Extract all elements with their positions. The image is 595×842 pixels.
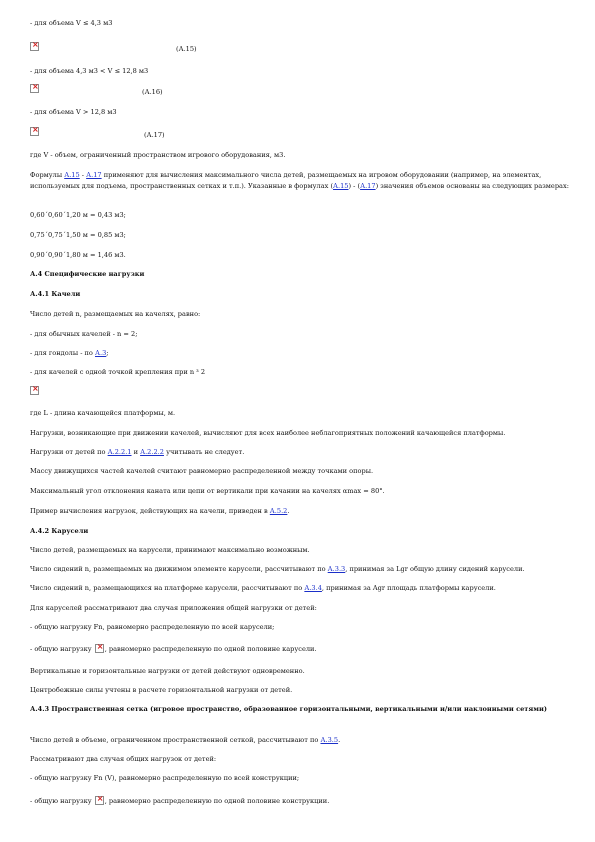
link-a52[interactable]: А.5.2 [269, 507, 288, 515]
heading-a42: А.4.2 Карусели [30, 527, 89, 535]
equation-number-a15: (А.15) [176, 45, 197, 53]
link-a15-second[interactable]: А.15 [333, 182, 349, 190]
formulas-paragraph: Формулы А.15 - А.17 применяют для вычисления максимального числа детей, размещаемых на игровом оборудовании (например, на элементах, используемых для подъема, пространственных сетках и т.п.). Указанные в формулах (А.15) - (А.17) значения объемов основаны на следующих размерах: [30, 171, 569, 190]
swing-children-count: Число детей n, размещаемых на качелях, равно: [30, 310, 201, 318]
bullet-volume-large: - для объема V > 12,8 м3 [30, 108, 117, 116]
platform-length-definition: где L - длина качающейся платформы, м. [30, 409, 176, 417]
swing-ordinary: - для обычных качелей - n = 2; [30, 330, 138, 338]
swing-single-point: - для качелей с одной точкой крепления при n ³ 2 [30, 368, 206, 376]
volume-definition: где V - объем, ограниченный пространством игрового оборудования, м3. [30, 151, 286, 159]
broken-image-icon [30, 42, 39, 51]
net-children-count: Число детей в объеме, ограниченном пространственной сеткой, рассчитывают по А.3.5. [30, 736, 341, 744]
broken-image-icon [95, 644, 104, 653]
link-a33[interactable]: А.3.3 [327, 565, 346, 573]
link-a17[interactable]: А.17 [86, 171, 102, 179]
net-load-half: - общую нагрузку ×, равномерно распределенную по одной половине конструкции. [30, 796, 577, 806]
broken-image-icon [30, 84, 39, 93]
bullet-volume-small: - для объема V ≤ 4,3 м3 [30, 19, 113, 27]
carousel-children-count: Число детей, размещаемых на карусели, принимают максимально возможным. [30, 546, 310, 554]
net-load-cases: Рассматривают два случая общих нагрузок от детей: [30, 755, 217, 763]
swing-motion-loads: Нагрузки, возникающие при движении качелей, вычисляют для всех наиболее неблагоприятных положений качающейся платформы. [30, 429, 506, 437]
volume-size-2: 0,75´0,75´1,50 м = 0,85 м3; [30, 231, 126, 239]
link-a15[interactable]: А.15 [64, 171, 80, 179]
carousel-centrifugal: Центробежные силы учтены в расчете горизонтальной нагрузки от детей. [30, 686, 293, 694]
carousel-seats-platform: Число сидений n, размещающихся на платформе карусели, рассчитывают по А.3.4, принимая за Agr площадь платформы карусели. [30, 584, 496, 592]
volume-size-3: 0,90´0,90´1,80 м = 1,46 м3. [30, 251, 126, 259]
broken-image-icon [30, 127, 39, 136]
carousel-load-half: - общую нагрузку ×, равномерно распределенную по одной половине карусели. [30, 644, 577, 654]
swing-example: Пример вычисления нагрузок, действующих на качели, приведен в А.5.2. [30, 507, 290, 515]
swing-loads-exclusion: Нагрузки от детей по А.2.2.1 и А.2.2.2 учитывать не следует. [30, 448, 245, 456]
swing-mass-distribution: Массу движущихся частей качелей считают равномерно распределенной между точками опоры. [30, 467, 374, 475]
carousel-load-full: - общую нагрузку Fn, равномерно распределенную по всей карусели; [30, 623, 275, 631]
bullet-volume-medium: - для объема 4,3 м3 < V ≤ 12,8 м3 [30, 67, 149, 75]
equation-number-a17: (А.17) [144, 131, 165, 139]
heading-a43: А.4.3 Пространственная сетка (игровое пространство, образованное горизонтальными, вертикальными и/или наклонными сетями) [30, 705, 547, 713]
carousel-load-cases: Для каруселей рассматривают два случая приложения общей нагрузки от детей: [30, 604, 317, 612]
equation-number-a16: (А.16) [142, 88, 163, 96]
swing-gondola: - для гондолы - по А.3; [30, 349, 109, 357]
volume-size-1: 0,60´0,60´1,20 м = 0,43 м3; [30, 211, 126, 219]
heading-a4: А.4 Специфические нагрузки [30, 270, 145, 278]
link-a3[interactable]: А.3 [95, 349, 107, 357]
carousel-loads-simultaneous: Вертикальные и горизонтальные нагрузки от детей действуют одновременно. [30, 667, 305, 675]
heading-a41: А.4.1 Качели [30, 290, 81, 298]
carousel-seats-moving: Число сидений n, размещаемых на движимом элементе карусели, рассчитывают по А.3.3, принимая за Lgr общую длину сидений карусели. [30, 565, 525, 573]
link-a35[interactable]: А.3.5 [320, 736, 339, 744]
broken-image-icon [95, 796, 104, 805]
swing-max-angle: Максимальный угол отклонения каната или цепи от вертикали при качании на качелях αmax = 80°. [30, 487, 385, 495]
broken-image-icon [30, 386, 39, 395]
link-a34[interactable]: А.3.4 [304, 584, 322, 592]
link-a17-second[interactable]: А.17 [360, 182, 376, 190]
link-a222[interactable]: А.2.2.2 [140, 448, 164, 456]
net-load-full: - общую нагрузку Fn (V), равномерно распределенную по всей конструкции; [30, 774, 300, 782]
link-a221[interactable]: А.2.2.1 [107, 448, 132, 456]
